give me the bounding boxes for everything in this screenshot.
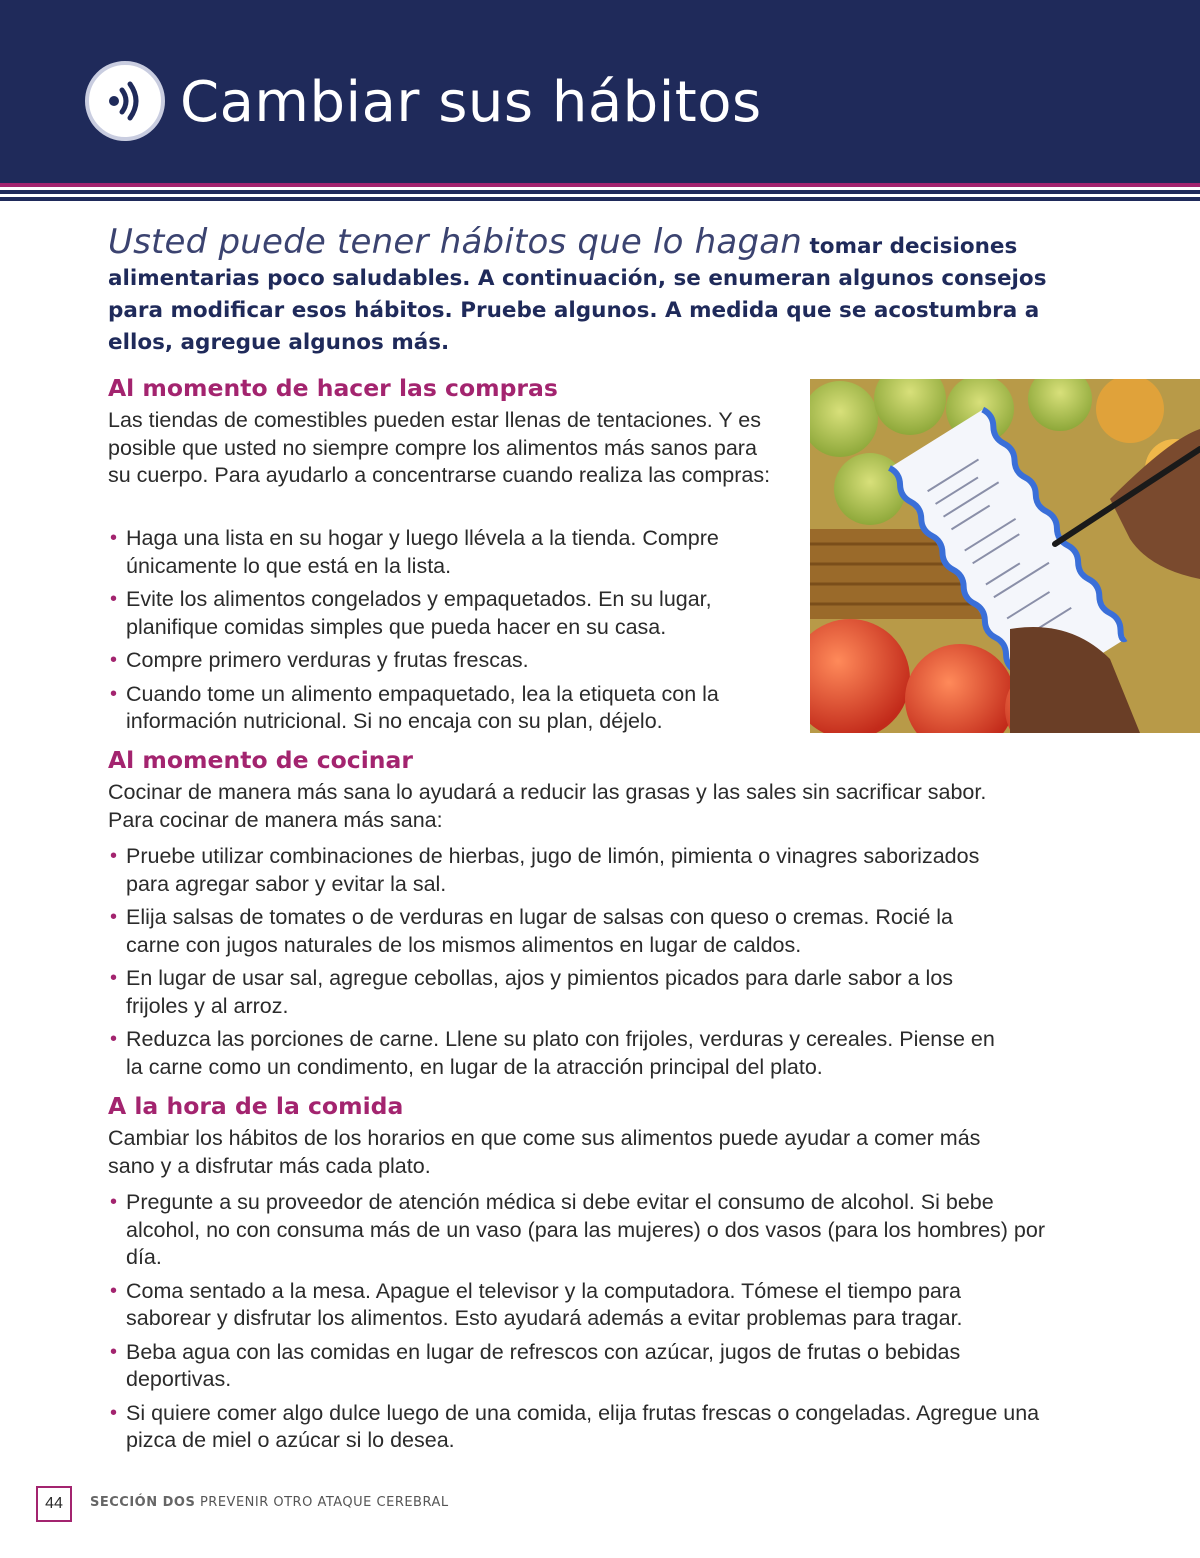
- bullet-list-comida: [108, 1189, 1048, 1461]
- list-item: • Pruebe utilizar combinaciones de hierbas, jugo de limón, pimienta o vinagres saborizados para agregar sabor y evitar la sal.: [110, 844, 980, 896]
- section-paragraph-compras: Las tiendas de comestibles pueden estar llenas de tentaciones. Y es posible que usted no siempre compre los alimentos más sanos para su cuerpo. Para ayudarlo a concentrarse cuando realiza las compras:: [108, 408, 771, 487]
- section-heading-compras: Al momento de hacer las compras: [108, 374, 558, 402]
- list-item: • Compre primero verduras y frutas frescas.: [110, 648, 529, 672]
- header-divider-magenta: [0, 183, 1200, 187]
- list-item: • Elija salsas de tomates o de verduras en lugar de salsas con queso o cremas. Rocié la carne con jugos naturales de los mismos alimentos en lugar de caldos.: [110, 905, 953, 957]
- list-item: • Evite los alimentos congelados y empaquetados. En su lugar, planifique comidas simples que pueda hacer en su casa.: [110, 587, 712, 639]
- footer-section-name: SECCIÓN DOS: [90, 1495, 196, 1510]
- footer-section-title: PREVENIR OTRO ATAQUE CEREBRAL: [195, 1495, 449, 1510]
- bullet-list-compras: [108, 525, 778, 742]
- page-title: Cambiar sus hábitos: [180, 70, 762, 135]
- list-item: • Cuando tome un alimento empaquetado, lea la etiqueta con la información nutricional. Si no encaja con su plan, déjelo.: [110, 681, 719, 733]
- intro-rest: tomar decisiones alimentarias poco saludables. A continuación, se enumeran algunos consejos para modificar esos hábitos. Pruebe algunos. A medida que se acostumbra a ellos, agregue algunos más.: [108, 234, 1047, 355]
- footer-section-label: [90, 1495, 449, 1510]
- section-paragraph-comida: Cambiar los hábitos de los horarios en que come sus alimentos puede ayudar a comer más sano y a disfrutar más cada plato.: [108, 1126, 981, 1178]
- list-item: • Coma sentado a la mesa. Apague el televisor y la computadora. Tómese el tiempo para saborear y disfrutar los alimentos. Esto ayudará además a evitar problemas para tragar.: [110, 1278, 963, 1330]
- section-paragraph-cocinar: Cocinar de manera más sana lo ayudará a reducir las grasas y las sales sin sacrificar sabor. Para cocinar de manera más sana:: [108, 780, 987, 832]
- header-divider-navy: [0, 190, 1200, 194]
- list-item: • Pregunte a su proveedor de atención médica si debe evitar el consumo de alcohol. Si bebe alcohol, no con consuma más de un vaso (para las mujeres) o dos vasos (para los hombres) por día.: [110, 1190, 1045, 1269]
- section-heading-cocinar: Al momento de cocinar: [108, 746, 413, 774]
- list-item: • Beba agua con las comidas en lugar de refrescos con azúcar, jugos de frutas o bebidas deportivas.: [110, 1339, 961, 1391]
- bullet-list-cocinar: [108, 843, 1008, 1087]
- list-item: • Reduzca las porciones de carne. Llene su plato con frijoles, verduras y cereales. Piense en la carne como un condimento, en lugar de la atracción principal del plato.: [110, 1027, 995, 1079]
- list-item: • En lugar de usar sal, agregue cebollas, ajos y pimientos picados para darle sabor a los frijoles y al arroz.: [110, 966, 954, 1018]
- page-number: 44: [36, 1486, 72, 1522]
- grocery-list-photo: [810, 379, 1200, 733]
- list-item: • Haga una lista en su hogar y luego llévela a la tienda. Compre únicamente lo que está en la lista.: [110, 526, 719, 578]
- list-item: • Si quiere comer algo dulce luego de una comida, elija frutas frescas o congeladas. Agregue una pizca de miel o azúcar si lo desea.: [110, 1400, 1040, 1452]
- intro-lead: Usted puede tener hábitos que lo hagan: [108, 222, 803, 262]
- intro-paragraph: [108, 222, 1048, 359]
- section-heading-comida: A la hora de la comida: [108, 1092, 404, 1120]
- sound-waves-icon: [85, 61, 165, 141]
- header-divider-navy-2: [0, 197, 1200, 201]
